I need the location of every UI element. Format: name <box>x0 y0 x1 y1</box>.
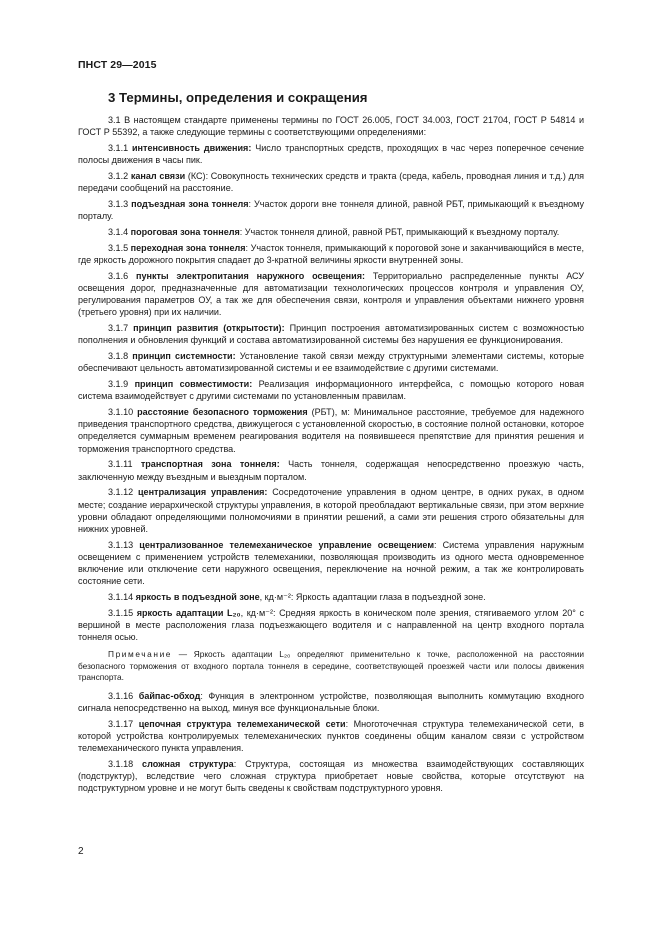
term-text: : Участок дороги вне тоннеля длиной, равной РБТ, примыкающий к въездному порталу. <box>78 199 584 222</box>
term-name: пороговая зона тоннеля <box>130 227 240 237</box>
term-name: яркость адаптации L₂₀ <box>136 607 241 618</box>
terms-list-after-note <box>78 690 584 795</box>
term-name: расстояние безопасного торможения <box>137 407 308 418</box>
term-text: : Участок тоннеля длиной, равной РБТ, примыкающий к въездному порталу. <box>239 227 560 237</box>
term-number: 3.1.18 <box>108 759 134 770</box>
term-text: : Функция в электронном устройстве, позволяющая выполнить коммутацию входного сигнала непосредственно на выход, минуя все функциональные блоки. <box>78 691 584 714</box>
term-definition <box>78 539 584 588</box>
term-number: 3.1.6 <box>108 270 129 281</box>
term-number: 3.1.5 <box>108 242 129 253</box>
note-paragraph <box>78 649 584 683</box>
term-text: Сосредоточение управления в одном центре, в одних руках, в одном месте; создание иерархической структуры управления, в которой преобладают вертикальные связи, при этом верхние уровни обладают определяющими полномочиями в принятии решений, а сами эти решения строго обязательны для нижних уровней. <box>78 487 585 534</box>
term-definition <box>78 591 584 603</box>
term-name: сложная структура <box>142 759 234 770</box>
term-definition <box>78 690 584 714</box>
term-number: 3.1.11 <box>108 459 133 470</box>
term-definition <box>78 270 584 319</box>
document-header: ПНСТ 29—2015 <box>78 59 157 71</box>
term-name: принцип системности: <box>132 351 236 362</box>
intro-paragraph: 3.1 В настоящем стандарте применены термины по ГОСТ 26.005, ГОСТ 34.003, ГОСТ 21704, ГОСТ Р 54814 и ГОСТ Р 55392, а также следующие термины с соответствующими определениями: <box>78 115 584 138</box>
term-text: Число транспортных средств, проходящих в час через поперечное сечение полосы движения в часы пик. <box>78 143 585 166</box>
term-definition <box>78 322 584 346</box>
term-number: 3.1.3 <box>108 199 129 209</box>
terms-list <box>78 142 584 643</box>
note-text: — Яркость адаптации L₂₀ определяют применительно к точке, расположенной на расстоянии безопасного торможения от входного портала тоннеля в середине, соответствующей проезжей части или полосы движения транспорта. <box>78 649 584 682</box>
term-definition <box>78 718 584 754</box>
term-definition <box>78 486 584 535</box>
term-number: 3.1.14 <box>108 592 134 603</box>
term-definition <box>78 226 584 238</box>
term-number: 3.1.15 <box>108 607 134 618</box>
term-text: : Система управления наружным освещением с применением устройств телемеханики, позволяющая производить из одного места одновременное включение или отключение сети наружного освещения, переключение на ночной режим, а так же контролировать состояние сети. <box>78 539 585 587</box>
term-definition <box>78 378 584 402</box>
term-name: принцип развития (открытости): <box>133 323 285 334</box>
term-text: Территориально распределенные пункты АСУ освещения дорог, предназначенные для автоматизации технологических процессов контроля и управления ОУ, регулирования параметров ОУ, а так же для обеспечения связи, контроля и управления объектами нижнего уровня (третьего уровня) при их наличии. <box>78 270 585 318</box>
term-definition <box>78 142 584 166</box>
term-definition <box>78 758 584 794</box>
term-name: централизованное телемеханическое управление освещением <box>139 539 435 550</box>
term-number: 3.1.2 <box>108 171 129 181</box>
term-text: , кд·м⁻²: Средняя яркость в коническом поле зрения, стягиваемого углом 20° с вершиной в месте расположения глаза подъезжающего водителя и с направленной на центр входного портала тоннеля осью. <box>78 607 584 643</box>
document-body <box>78 114 584 798</box>
section-title: 3 Термины, определения и сокращения <box>108 90 368 105</box>
term-number: 3.1.1 <box>108 143 129 153</box>
term-definition <box>78 607 584 643</box>
term-text: : Участок тоннеля, примыкающий к пороговой зоне и заканчивающийся в месте, где яркость дорожного покрытия спадает до 3-кратной величины яркости внутренней зоны. <box>78 242 584 265</box>
term-name: централизация управления: <box>137 487 268 498</box>
term-number: 3.1.13 <box>108 539 134 550</box>
term-name: подъездная зона тоннеля <box>131 199 249 209</box>
term-definition <box>78 198 584 222</box>
term-name: байпас-обход <box>138 691 201 702</box>
term-number: 3.1.9 <box>108 379 129 390</box>
term-text: Часть тоннеля, содержащая непосредственно проезжую часть, заключенную между въездным и выездным порталом. <box>78 459 585 482</box>
term-text: Принцип построения автоматизированных систем с возможностью пополнения и обновления функций и состава автоматизированной системы без нарушения ее функционирования. <box>78 323 584 346</box>
term-text: Реализация информационного интерфейса, с помощью которого новая система взаимодействует с другими системами по установленным правилам. <box>78 379 585 402</box>
term-text: : Многоточечная структура телемеханической сети, в которой устройства контролируемых телемеханических пунктов соединены общим каналом связи с устройством телемеханического пункта управления. <box>78 719 584 754</box>
term-name: яркость в подъездной зоне <box>135 592 260 603</box>
term-text: (КС): Совокупность технических средств и тракта (среда, кабель, проводная линия и т.д.) для передачи сообщений на расстояние. <box>78 171 585 194</box>
term-name: цепочная структура телемеханической сети <box>138 719 346 730</box>
term-name: пункты электропитания наружного освещения: <box>136 270 366 281</box>
term-text: (РБТ), м: Минимальное расстояние, требуемое для надежного приведения транспортного средства, движущегося с установленной скоростью, в состояние полной остановки, которое определяется суммарным временем реагирования водителя на появившееся препятствие для принятия решения и торможения транспортного средства. <box>78 407 585 454</box>
term-number: 3.1.16 <box>108 691 134 702</box>
term-number: 3.1.7 <box>108 323 129 334</box>
term-number: 3.1.4 <box>108 227 129 237</box>
term-name: канал связи <box>130 171 186 181</box>
term-text: Установление такой связи между структурными элементами системы, которые обеспечивают цельность автоматизированной системы и ее взаимодействие с другими системами. <box>78 351 585 374</box>
term-name: интенсивность движения: <box>131 143 252 153</box>
term-number: 3.1.10 <box>108 407 134 418</box>
term-definition <box>78 170 584 194</box>
note-label: Примечание <box>108 649 173 660</box>
term-definition <box>78 242 584 266</box>
page-number: 2 <box>78 846 84 857</box>
term-definition <box>78 458 584 482</box>
term-text: : Структура, состоящая из множества взаимодействующих составляющих (подструктур), вследствие чего сложная структура приобретает новые свойства, которые отсутствуют на подструктурном уровне и не могут быть сведены к свойствам подструктурного уровня. <box>78 759 585 794</box>
term-number: 3.1.12 <box>108 487 134 498</box>
term-text: , кд·м⁻²: Яркость адаптации глаза в подъездной зоне. <box>259 592 486 603</box>
term-name: принцип совместимости: <box>134 379 253 390</box>
term-number: 3.1.17 <box>108 719 134 730</box>
term-name: переходная зона тоннеля <box>130 242 246 253</box>
term-number: 3.1.8 <box>108 351 129 362</box>
term-definition <box>78 350 584 374</box>
term-name: транспортная зона тоннеля: <box>140 459 280 470</box>
term-definition <box>78 406 584 455</box>
